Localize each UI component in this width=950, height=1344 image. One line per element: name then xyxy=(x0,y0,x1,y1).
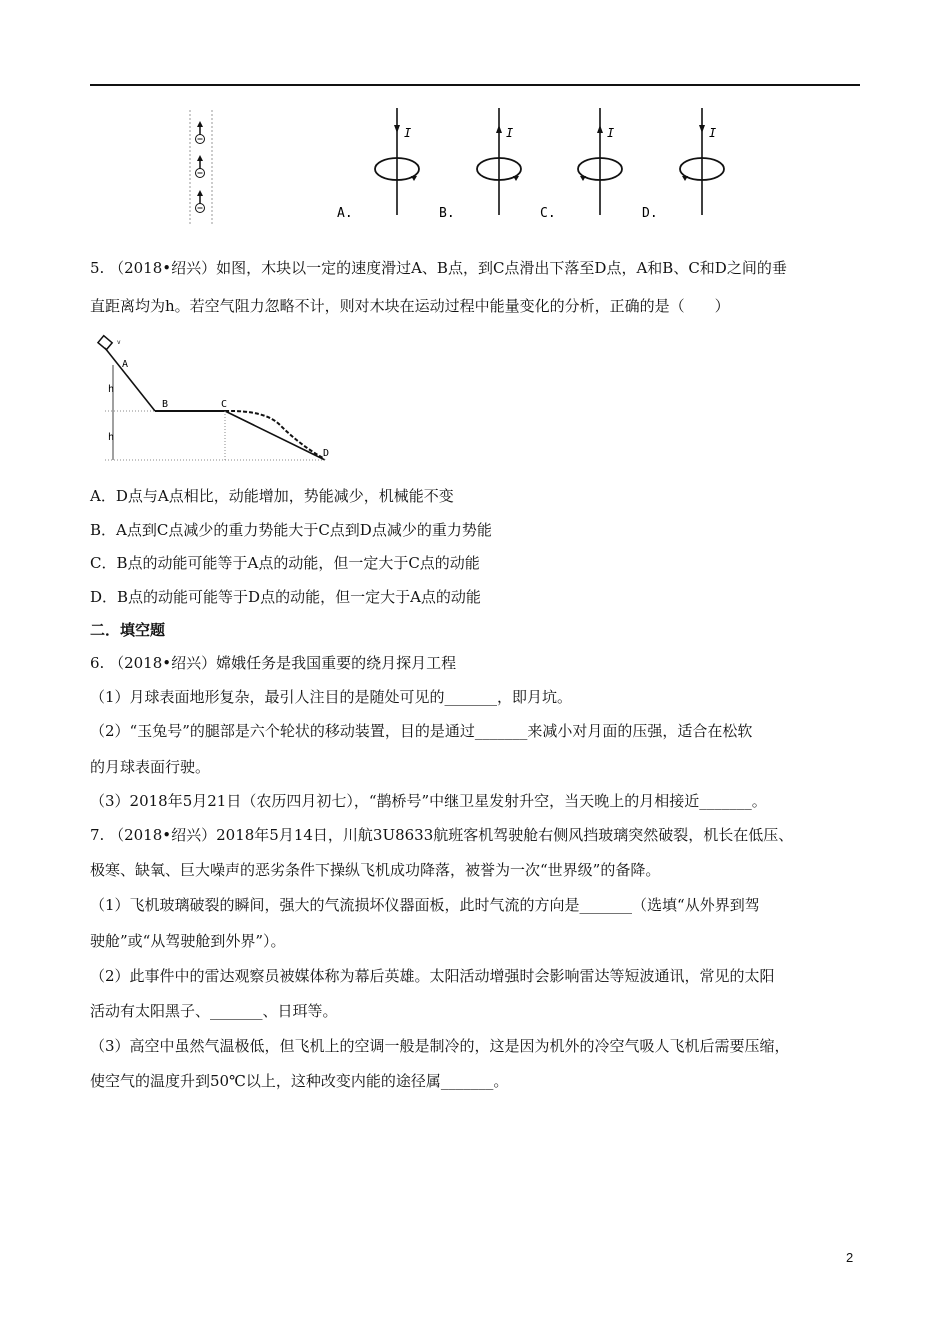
electron-icon xyxy=(196,155,205,178)
q5-option-a: A．D点与A点相比，动能增加，势能减少，机械能不变 xyxy=(90,487,454,505)
q5-option-c: C．B点的动能可能等于A点的动能，但一定大于C点的动能 xyxy=(90,554,480,572)
svg-text:I: I xyxy=(506,126,514,140)
option-b-diagram xyxy=(439,108,521,221)
svg-text:I: I xyxy=(607,126,615,140)
q7-line: （1）飞机玻璃破裂的瞬间，强大的气流损坏仪器面板，此时气流的方向是_______（选填“从外界到驾 xyxy=(90,896,760,914)
q7-line: （2）此事件中的雷达观察员被媒体称为幕后英雄。太阳活动增强时会影响雷达等短波通讯，常见的太阳 xyxy=(90,967,775,985)
svg-text:B: B xyxy=(162,399,169,410)
option-c-diagram xyxy=(540,108,622,221)
q6-line: （3）2018年5月21日（农历四月初七），“鹊桥号”中继卫星发射升空，当天晚上的月相接近_______。 xyxy=(90,792,767,810)
svg-text:h: h xyxy=(108,384,115,395)
q5-option-b: B．A点到C点减少的重力势能大于C点到D点减少的重力势能 xyxy=(90,521,492,539)
q6-stem: 6. （2018•绍兴）嫦娥任务是我国重要的绕月探月工程 xyxy=(90,654,457,672)
option-d-diagram xyxy=(642,108,724,221)
svg-text:I: I xyxy=(709,126,717,140)
q7-line: 驶舱”或“从驾驶舱到外界”）。 xyxy=(90,932,286,950)
section-title: 二．填空题 xyxy=(90,621,166,639)
q5-stem-line1: 5. （2018•绍兴）如图，木块以一定的速度滑过A、B点，到C点滑出下落至D点，A和B、C和D之间的垂 xyxy=(90,259,787,277)
q7-line: 活动有太阳黑子、_______、日珥等。 xyxy=(90,1002,338,1020)
electron-icon xyxy=(196,121,205,144)
svg-text:v: v xyxy=(117,339,121,346)
q7-line: 使空气的温度升到50℃以上，这种改变内能的途径属_______。 xyxy=(90,1072,509,1090)
svg-text:h: h xyxy=(108,432,115,443)
header-rule xyxy=(90,84,860,86)
q7-stem-line1: 7. （2018•绍兴）2018年5月14日，川航3U8633航班客机驾驶舱右侧风挡玻璃突然破裂，机长在低压、 xyxy=(90,826,794,844)
electron-column xyxy=(190,110,212,225)
q7-line: （3）高空中虽然气温极低，但飞机上的空调一般是制冷的，这是因为机外的冷空气吸人飞机后需要压缩， xyxy=(90,1037,790,1055)
page-number: 2 xyxy=(846,1250,854,1265)
svg-text:D.: D. xyxy=(642,206,658,221)
svg-text:D: D xyxy=(323,448,330,459)
q5-option-d: D．B点的动能可能等于D点的动能，但一定大于A点的动能 xyxy=(90,588,481,606)
svg-text:C.: C. xyxy=(540,206,556,221)
option-a-diagram xyxy=(337,108,419,221)
svg-text:I: I xyxy=(404,126,412,140)
q5-stem-line2: 直距离均为h。若空气阻力忽略不计，则对木块在运动过程中能量变化的分析，正确的是（ ） xyxy=(90,297,730,315)
svg-text:C: C xyxy=(221,399,228,410)
svg-text:A.: A. xyxy=(337,206,353,221)
electron-icon xyxy=(196,190,205,213)
svg-text:A: A xyxy=(122,359,129,370)
q7-stem-line2: 极寒、缺氧、巨大噪声的恶劣条件下操纵飞机成功降落，被誉为一次“世界级”的备降。 xyxy=(90,861,661,879)
svg-text:B.: B. xyxy=(439,206,455,221)
q6-line: （2）“玉兔号”的腿部是六个轮状的移动装置，目的是通过_______来减小对月面的压强，适合在松软 xyxy=(90,722,753,740)
figure-slope xyxy=(95,330,345,470)
figure-current-loops xyxy=(180,105,740,230)
q6-line: （1）月球表面地形复杂，最引人注目的是随处可见的_______，即月坑。 xyxy=(90,688,573,706)
q6-line: 的月球表面行驶。 xyxy=(90,758,211,776)
